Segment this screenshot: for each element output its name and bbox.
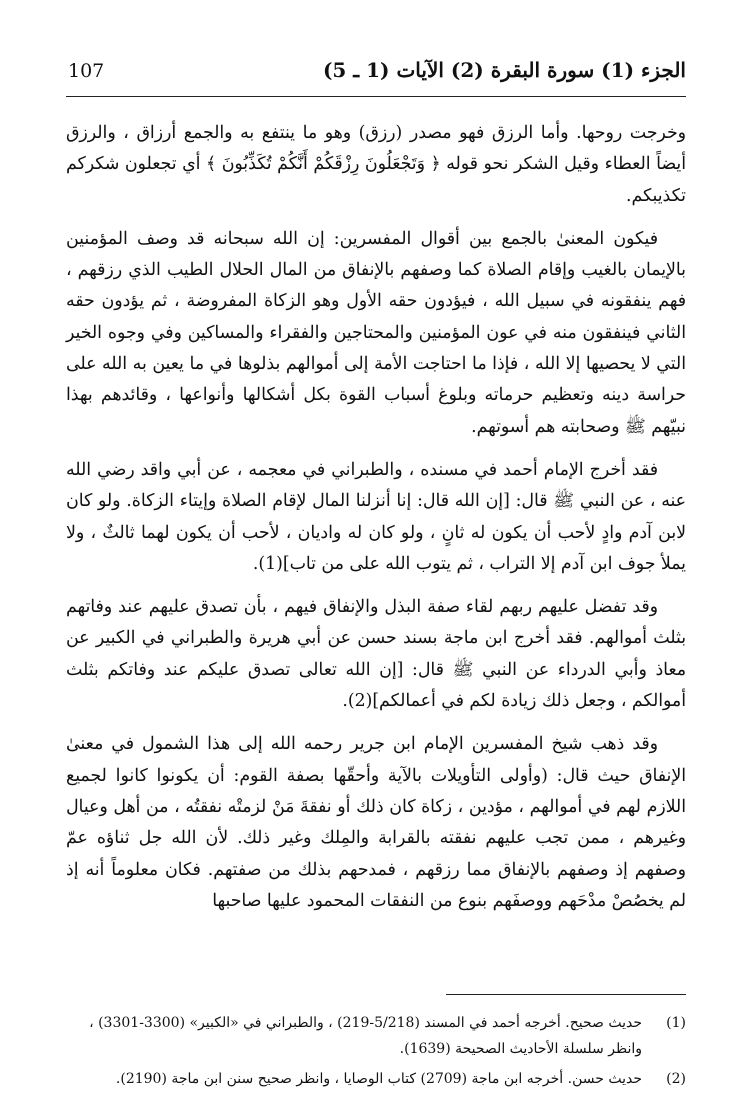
footnote-text: حديث حسن. أخرجه ابن ماجة (2709) كتاب الوصايا ، وانظر صحيح سنن ابن ماجة (2190).: [115, 1071, 642, 1087]
footnote-number: (1): [666, 1015, 686, 1031]
footnote-separator: [446, 994, 686, 995]
footnote-text: حديث صحيح. أخرجه أحمد في المسند (5/218-219) ، والطبراني في «الكبير» (3300-3301) ، وانظر سلسلة الأحاديث الصحيحة (1639).: [89, 1015, 642, 1057]
footnotes: [66, 1010, 686, 1096]
running-head: الجزء (1) سورة البقرة (2) الآيات (1 ـ 5): [322, 58, 686, 82]
footnote: [66, 1066, 686, 1092]
book-page: [66, 0, 686, 1108]
paragraph: فيكون المعنىٰ بالجمع بين أقوال المفسرين: إن الله سبحانه قد وصف المؤمنين بالإيمان بالغيب وإقام الصلاة كما وصفهم بالإنفاق من المال الحلال الطيب الذي رزقهم ، فهم ينفقونه في سبيل الله ، فيؤدون حقه الأول وهو الزكاة المفروضة ، ثم يؤدون حقه الثاني فينفقون منه في عون المؤمنين والمحتاجين والفقراء والمساكين وفي وجوه الخير التي لا يحصيها إلا الله ، فإذا ما احتاجت الأمة إلى أموالهم بذلوها في ما يعين به الله على حراسة دينه وتعظيم حرماته وبلوغ أسباب القوة بكل أشكالها وأنواعها ، وقائدهم بهذا نبيّهم ﷺ وصحابته هم أسوتهم.: [66, 228, 686, 437]
paragraph: فقد أخرج الإمام أحمد في مسنده ، والطبراني في معجمه ، عن أبي واقد رضي الله عنه ، عن النبي ﷺ قال: [إن الله قال: إنا أنزلنا المال لإقام الصلاة وإيتاء الزكاة. ولو كان لابن آدم وادٍ لأحب أن يكون له ثانٍ ، ولو كان له واديان ، لأحب أن يكون لهما ثالثٌ ، ولا يملأ جوف ابن آدم إلا التراب ، ثم يتوب الله على من تاب](1).: [66, 459, 686, 574]
footnote: [66, 1010, 686, 1062]
paragraph: وخرجت روحها. وأما الرزق فهو مصدر (رزق) وهو ما ينتفع به والجمع أرزاق ، والرزق أيضاً العطاء وقيل الشكر نحو قوله ﴿ وَتَجْعَلُونَ رِزْقَكُمْ أَنَّكُمْ تُكَذِّبُونَ ﴾ أي تجعلون شكركم تكذيبكم.: [66, 123, 686, 206]
paragraph: وقد تفضل عليهم ربهم لقاء صفة البذل والإنفاق فيهم ، بأن تصدق عليهم عند وفاتهم بثلث أموالهم. فقد أخرج ابن ماجة بسند حسن عن أبي هريرة والطبراني في الكبير عن معاذ وأبي الدرداء عن النبي ﷺ قال: [إن الله تعالى تصدق عليكم عند وفاتكم بثلث أموالكم ، وجعل ذلك زيادة لكم في أعمالكم](2).: [66, 597, 686, 712]
page-header: [66, 56, 686, 97]
paragraph: وقد ذهب شيخ المفسرين الإمام ابن جرير رحمه الله إلى هذا الشمول في معنىٰ الإنفاق حيث قال: (وأولى التأويلات بالآية وأحقّها بصفة القوم: أن يكونوا كانوا لجميع اللازم لهم في أموالهم ، مؤدين ، زكاة كان ذلك أو نفقةَ مَنْ لزمتْه نفقتُه ، من أهل وعيال وغيرهم ، ممن تجب عليهم نفقته بالقرابة والمِلك وغير ذلك. لأن الله جل ثناؤه عمّ وصفهم إذ وصفهم بالإنفاق مما رزقهم ، فمدحهم بذلك من صفتهم. فكان معلوماً أنه إذ لم يخصُصْ مدْحَهم ووصفَهم بنوع من النفقات المحمود عليها صاحبها: [66, 734, 686, 911]
page-number: 107: [68, 60, 105, 82]
footnote-number: (2): [666, 1071, 686, 1087]
page-body: [66, 118, 686, 929]
